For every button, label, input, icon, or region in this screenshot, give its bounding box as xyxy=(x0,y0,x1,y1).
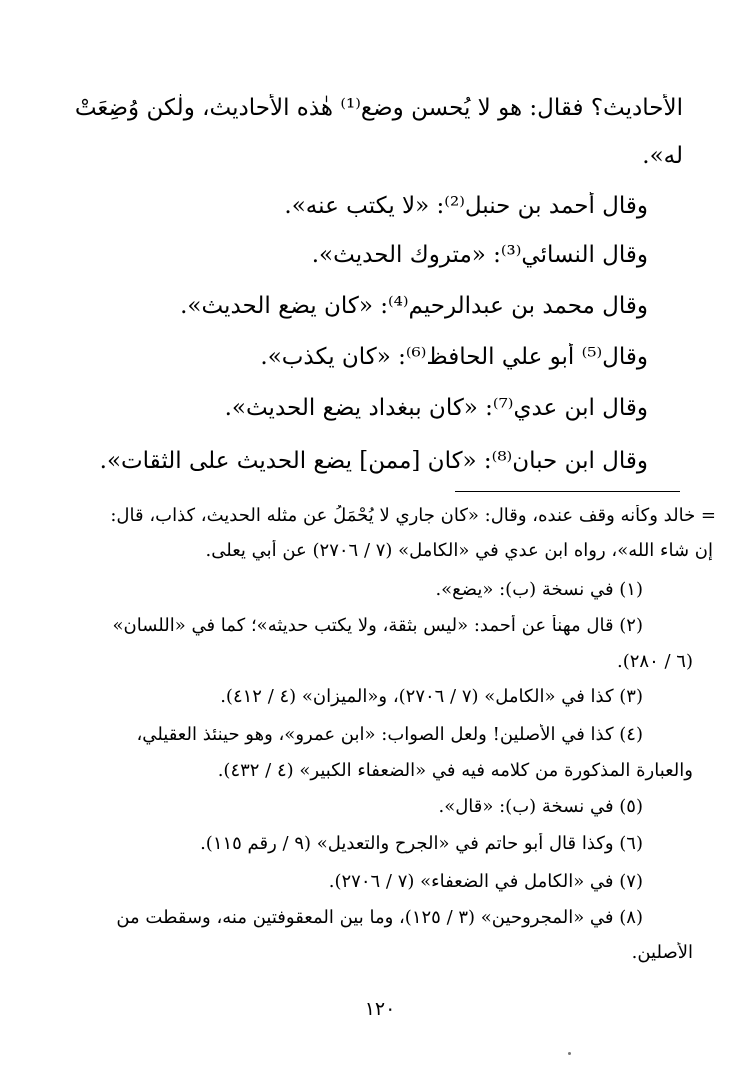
footnote-2-line-2: (٦ / ٢٨٠). xyxy=(617,651,693,672)
footnote-4-line-2: والعبارة المذكورة من كلامه فيه في «الضعفاء الكبير» (٤ / ٤٣٢). xyxy=(217,760,693,781)
footnote-6: (٦) وكذا قال أبو حاتم في «الجرح والتعديل» (٩ / رقم ١١٥). xyxy=(200,833,643,854)
footnote-7: (٧) في «الكامل في الضعفاء» (٧ / ٢٧٠٦). xyxy=(328,871,643,892)
body-line-8: وقال ابن حبان⁽⁸⁾: «كان [ممن] يضع الحديث على الثقات». xyxy=(99,448,648,474)
body-line-7: وقال ابن عدي⁽⁷⁾: «كان ببغداد يضع الحديث». xyxy=(224,395,648,421)
footnote-8-line-1: (٨) في «المجروحين» (٣ / ١٢٥)، وما بين المعقوفتين منه، وسقطت من xyxy=(116,907,643,928)
footnote-4-line-1: (٤) كذا في الأصلين! ولعل الصواب: «ابن عمرو»، وهو حينئذ العقيلي، xyxy=(136,724,643,745)
body-line-5: وقال محمد بن عبدالرحيم⁽⁴⁾: «كان يضع الحديث». xyxy=(180,293,648,319)
speck-mark xyxy=(568,1052,571,1055)
footnote-8-line-2: الأصلين. xyxy=(631,942,693,963)
body-line-2: له». xyxy=(642,143,683,169)
footnote-continuation-1: = خالد وكأنه وقف عنده، وقال: «كان جاري لا يُحْمَلُ عن مثله الحديث، كذاب، قال: xyxy=(110,505,716,526)
body-line-3: وقال أحمد بن حنبل⁽²⁾: «لا يكتب عنه». xyxy=(284,193,648,219)
footnote-2-line-1: (٢) قال مهنأ عن أحمد: «ليس بثقة، ولا يكتب حديثه»؛ كما في «اللسان» xyxy=(112,615,643,636)
body-line-6: وقال⁽⁵⁾ أبو علي الحافظ⁽⁶⁾: «كان يكذب». xyxy=(260,344,648,370)
page-number: ١٢٠ xyxy=(364,998,396,1020)
footnote-3: (٣) كذا في «الكامل» (٧ / ٢٧٠٦)، و«الميزان» (٤ / ٤١٢). xyxy=(220,686,643,707)
footnote-separator xyxy=(455,491,680,492)
body-line-1: الأحاديث؟ فقال: هو لا يُحسن وضع⁽¹⁾ هٰذه الأحاديث، ولٰكن وُضِعَتْ xyxy=(74,95,683,121)
footnote-continuation-2: إن شاء الله»، رواه ابن عدي في «الكامل» (٧ / ٢٧٠٦) عن أبي يعلى. xyxy=(205,540,713,561)
body-line-4: وقال النسائي⁽³⁾: «متروك الحديث». xyxy=(311,242,648,268)
footnote-1: (١) في نسخة (ب): «يضع». xyxy=(435,579,643,600)
footnote-5: (٥) في نسخة (ب): «قال». xyxy=(438,796,643,817)
